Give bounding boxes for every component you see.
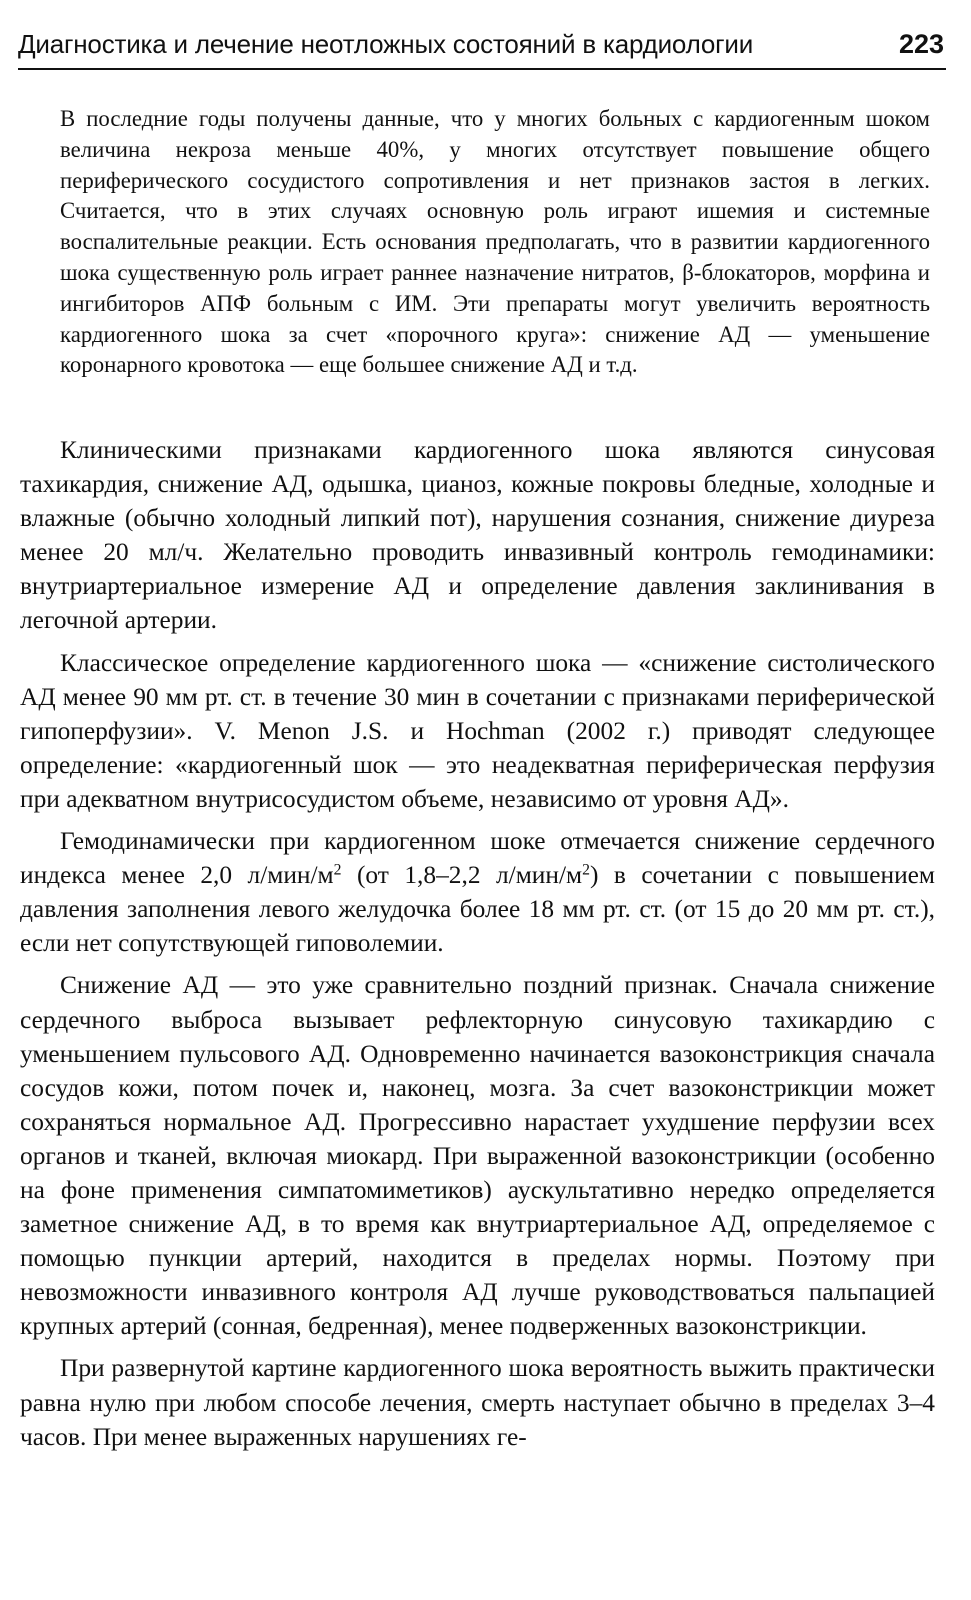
note-block <box>60 104 930 381</box>
superscript-squared-1: 2 <box>333 861 342 879</box>
paragraph-classic-definition: Классическое определение кардиогенного шока — «снижение систолического АД менее 90 мм рт. ст. в течение 30 мин в сочетании с признаками периферической гипоперфузии». V. Menon J.S. и Hochman (2002 г.) приводят следующее определение: «кардиогенный шок — это неадекватная периферическая перфузия при адекватном внутрисосудистом объеме, независимо от уровня АД». <box>20 648 935 813</box>
running-header-title: Диагностика и лечение неотложных состояний в кардиологии <box>18 29 754 59</box>
page-number: 223 <box>898 29 944 59</box>
hemodynamics-text-1: Гемодинамически при кардиогенном шоке отмечается снижение сердечного индекса менее 2,0 л/мин/м <box>20 827 935 890</box>
paragraph-hemodynamics <box>20 824 935 960</box>
superscript-squared-2: 2 <box>582 861 590 879</box>
note-paragraph: В последние годы получены данные, что у многих больных с кардиогенным шоком величина некроза меньше 40%, у многих отсутствует повышение общего периферического сосудистого сопротивления и нет признаков застоя в легких. Считается, что в этих случаях основную роль играют ишемия и системные воспалительные реакции. Есть основания предполагать, что в развитии кардиогенного шока существенную роль играет раннее назначение нитратов, β-блокаторов, морфина и ингибиторов АПФ больным с ИМ. Эти препараты могут увеличить вероятность кардиогенного шока за счет «порочного круга»: снижение АД — уменьшение коронарного кровотока — еще большее снижение АД и т.д. <box>60 106 930 378</box>
main-text <box>20 433 935 1462</box>
hemodynamics-text-3: ) в сочетании с повышением давления заполнения левого желудочка более 18 мм рт. ст. (от 15 до 20 мм рт. ст.), если нет сопутствующей гиповолемии. <box>20 861 935 958</box>
paragraph-bp-decrease: Снижение АД — это уже сравнительно поздний признак. Сначала снижение сердечного выброса вызывает рефлекторную синусовую тахикардию с уменьшением пульсового АД. Одновременно начинается вазоконстрикция сначала сосудов кожи, потом почек и, наконец, мозга. За счет вазоконстрикции может сохраняться нормальное АД. Прогрессивно нарастает ухудшение перфузии всех органов и тканей, включая миокард. При выраженной вазоконстрикции (особенно на фоне применения симпатомиметиков) аускультативно нередко определяется заметное снижение АД, в то время как внутриартериальное АД, определяемое с помощью пункции артерий, находится в пределах нормы. Поэтому при невозможности инвазивного контроля АД лучше руководствоваться пальпацией крупных артерий (сонная, бедренная), менее подверженных вазоконстрикции. <box>20 971 935 1341</box>
running-header <box>18 22 946 70</box>
hemodynamics-text-2: (от 1,8–2,2 л/мин/м <box>341 861 583 890</box>
paragraph-prognosis: При развернутой картине кардиогенного шока вероятность выжить практически равна нулю при любом способе лечения, смерть наступает обычно в пределах 3–4 часов. При менее выраженных нарушениях ге- <box>20 1354 935 1451</box>
paragraph-clinical-signs: Клиническими признаками кардиогенного шока являются синусовая тахикардия, снижение АД, одышка, цианоз, кожные покровы бледные, холодные и влажные (обычно холодный липкий пот), нарушения сознания, снижение диуреза менее 20 мл/ч. Желательно проводить инвазивный контроль гемодинамики: внутриартериальное измерение АД и определение давления заклинивания в легочной артерии. <box>20 436 935 635</box>
